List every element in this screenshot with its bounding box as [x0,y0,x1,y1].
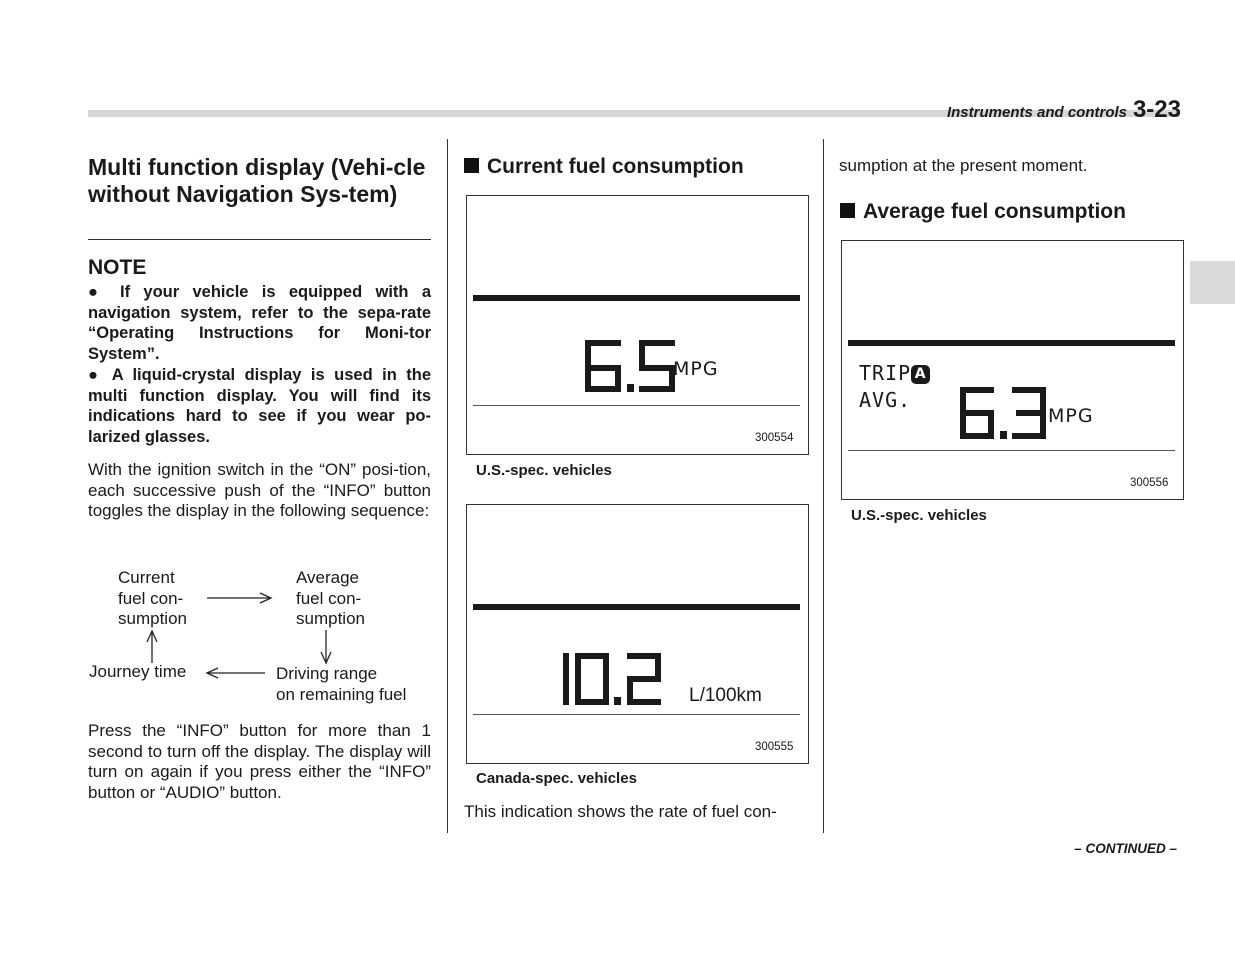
column-divider [447,139,448,833]
section-title: Instruments and controls [946,104,1127,121]
display-bar [848,340,1175,346]
lcd-value-digits [559,649,679,709]
lcd-figure-average [841,240,1184,500]
subsection-heading: Current fuel consumption [464,155,744,179]
display-rule [848,450,1175,451]
note-item: ● A liquid-crystal display is used in the multi function display. You will find its indications hard to see if you wear po-larized glasses. [88,366,431,447]
lcd-unit: MPG [1048,405,1094,427]
body-paragraph: Press the “INFO” button for more than 1 second to turn off the display. The display will turn on again if you press either the “INFO” button or “AUDIO” button. [88,721,431,803]
continued-label: – CONTINUED – [1074,841,1177,856]
figure-caption: U.S.-spec. vehicles [851,507,987,524]
body-paragraph: sumption at the present moment. [839,156,1088,175]
display-rule [473,714,800,715]
flow-range: Driving range on remaining fuel [276,664,407,704]
flow-average: Average fuel con- sumption [296,568,365,628]
lcd-figure-canada [466,504,809,764]
flow-journey: Journey time [89,662,187,681]
square-bullet-icon [464,158,479,173]
lcd-trip-label: TRIP A [859,361,930,385]
figure-caption: Canada-spec. vehicles [476,770,637,787]
square-bullet-icon [840,203,855,218]
lcd-unit: MPG [673,358,719,380]
figure-code: 300556 [1130,477,1169,489]
note-item: ● If your vehicle is equipped with a navigation system, refer to the sepa-rate “Operating Instructions for Moni-tor System”. [88,283,431,364]
lcd-avg-label: AVG. [859,388,912,412]
flow-current: Current fuel con- sumption [118,568,187,628]
subsection-heading: Average fuel consumption [840,200,1126,224]
chapter-tab [1190,261,1235,304]
flow-arrows [88,560,433,700]
lcd-unit: L/100km [689,685,762,706]
figure-code: 300554 [755,432,794,444]
heading-rule [88,239,431,240]
page-number: 3-23 [1132,96,1181,123]
display-bar [473,604,800,610]
body-paragraph: This indication shows the rate of fuel con- [464,802,777,821]
lcd-figure-us [466,195,809,455]
section-heading: Multi function display (Vehi-cle without Navigation Sys-tem) [88,154,426,207]
figure-caption: U.S.-spec. vehicles [476,462,612,479]
figure-code: 300555 [755,741,794,753]
note-heading: NOTE [88,256,147,279]
body-paragraph: With the ignition switch in the “ON” posi-tion, each successive push of the “INFO” button toggles the display in the following sequence: [88,460,431,521]
column-divider [823,139,824,833]
display-bar [473,295,800,301]
display-rule [473,405,800,406]
trip-a-badge: A [911,365,930,384]
